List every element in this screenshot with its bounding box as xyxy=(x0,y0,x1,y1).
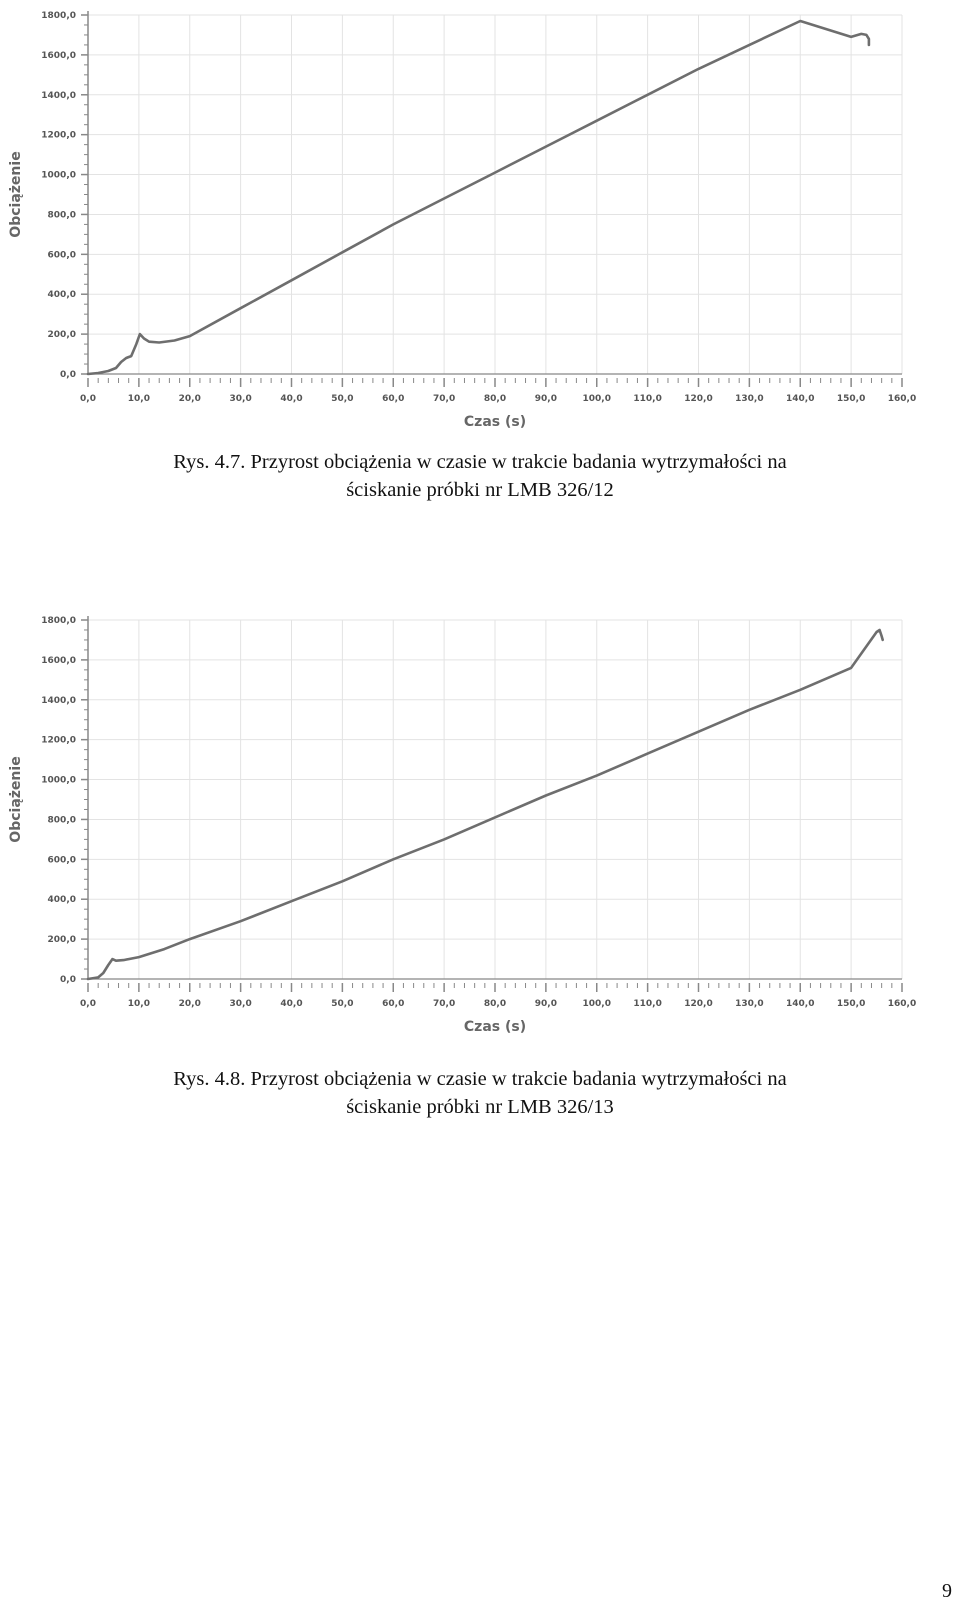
x-tick-label: 160,0 xyxy=(887,394,917,404)
x-tick-label: 150,0 xyxy=(836,394,866,404)
x-tick-label: 50,0 xyxy=(331,394,354,404)
x-tick-label: 0,0 xyxy=(80,394,96,404)
x-tick-label: 130,0 xyxy=(735,394,764,404)
x-axis-title: Czas (s) xyxy=(463,1019,527,1035)
y-tick-label: 400,0 xyxy=(47,895,76,906)
x-tick-label: 40,0 xyxy=(280,999,303,1009)
x-tick-label: 0,0 xyxy=(80,999,96,1009)
x-tick-label: 60,0 xyxy=(382,394,405,404)
x-tick-label: 40,0 xyxy=(280,394,303,404)
y-tick-label: 1400,0 xyxy=(41,695,76,706)
figure-4-7 xyxy=(0,0,960,501)
y-tick-label: 0,0 xyxy=(60,370,76,380)
x-tick-label: 70,0 xyxy=(433,999,456,1009)
caption-4-8 xyxy=(40,1065,920,1121)
y-tick-label: 600,0 xyxy=(47,855,76,866)
x-tick-label: 130,0 xyxy=(735,999,764,1009)
x-axis-title: Czas (s) xyxy=(463,414,527,430)
y-tick-label: 1800,0 xyxy=(41,11,76,21)
y-tick-label: 0,0 xyxy=(60,975,76,985)
x-tick-label: 20,0 xyxy=(178,999,201,1009)
x-tick-label: 80,0 xyxy=(483,394,507,404)
x-tick-label: 50,0 xyxy=(331,999,354,1009)
y-tick-label: 800,0 xyxy=(47,815,76,826)
y-tick-label: 1000,0 xyxy=(41,775,76,786)
x-tick-label: 20,0 xyxy=(178,394,201,404)
x-tick-label: 80,0 xyxy=(483,999,507,1009)
x-tick-label: 100,0 xyxy=(582,394,611,404)
load-time-chart-2 xyxy=(0,605,960,1035)
load-series-line xyxy=(88,21,869,374)
load-time-chart-1 xyxy=(0,0,960,430)
x-tick-label: 70,0 xyxy=(433,394,456,404)
x-tick-label: 160,0 xyxy=(887,999,917,1009)
x-tick-label: 30,0 xyxy=(229,394,252,404)
y-axis-title: Obciążenie xyxy=(8,151,24,238)
caption-4-7 xyxy=(40,448,920,504)
x-tick-label: 150,0 xyxy=(836,999,866,1009)
y-tick-label: 1600,0 xyxy=(41,655,76,666)
x-tick-label: 120,0 xyxy=(684,999,713,1009)
load-series-line xyxy=(88,630,883,979)
x-tick-label: 110,0 xyxy=(633,394,662,404)
y-tick-label: 800,0 xyxy=(47,210,76,221)
x-tick-label: 140,0 xyxy=(786,999,815,1009)
y-tick-label: 1800,0 xyxy=(41,616,76,626)
caption-line-1: Rys. 4.7. Przyrost obciążenia w czasie w trakcie badania wytrzymałości na xyxy=(173,451,787,473)
x-tick-label: 140,0 xyxy=(786,394,815,404)
y-tick-label: 1200,0 xyxy=(41,130,76,141)
x-tick-label: 60,0 xyxy=(382,999,405,1009)
x-tick-label: 30,0 xyxy=(229,999,252,1009)
x-tick-label: 120,0 xyxy=(684,394,713,404)
caption-line-1: Rys. 4.8. Przyrost obciążenia w czasie w trakcie badania wytrzymałości na xyxy=(173,1068,787,1090)
x-tick-label: 90,0 xyxy=(534,999,557,1009)
y-tick-label: 200,0 xyxy=(47,330,76,341)
x-tick-label: 10,0 xyxy=(127,394,150,404)
x-tick-label: 90,0 xyxy=(534,394,557,404)
y-tick-label: 600,0 xyxy=(47,250,76,261)
y-tick-label: 400,0 xyxy=(47,290,76,301)
y-tick-label: 200,0 xyxy=(47,935,76,946)
y-tick-label: 1200,0 xyxy=(41,735,76,746)
y-tick-label: 1000,0 xyxy=(41,170,76,181)
caption-line-2: ściskanie próbki nr LMB 326/12 xyxy=(346,479,614,501)
x-tick-label: 10,0 xyxy=(127,999,150,1009)
figure-4-8 xyxy=(0,605,960,1118)
y-tick-label: 1600,0 xyxy=(41,50,76,61)
x-tick-label: 100,0 xyxy=(582,999,611,1009)
x-tick-label: 110,0 xyxy=(633,999,662,1009)
y-axis-title: Obciążenie xyxy=(8,756,24,843)
page-number: 9 xyxy=(942,1580,952,1602)
y-tick-label: 1400,0 xyxy=(41,90,76,101)
caption-line-2: ściskanie próbki nr LMB 326/13 xyxy=(346,1096,614,1118)
